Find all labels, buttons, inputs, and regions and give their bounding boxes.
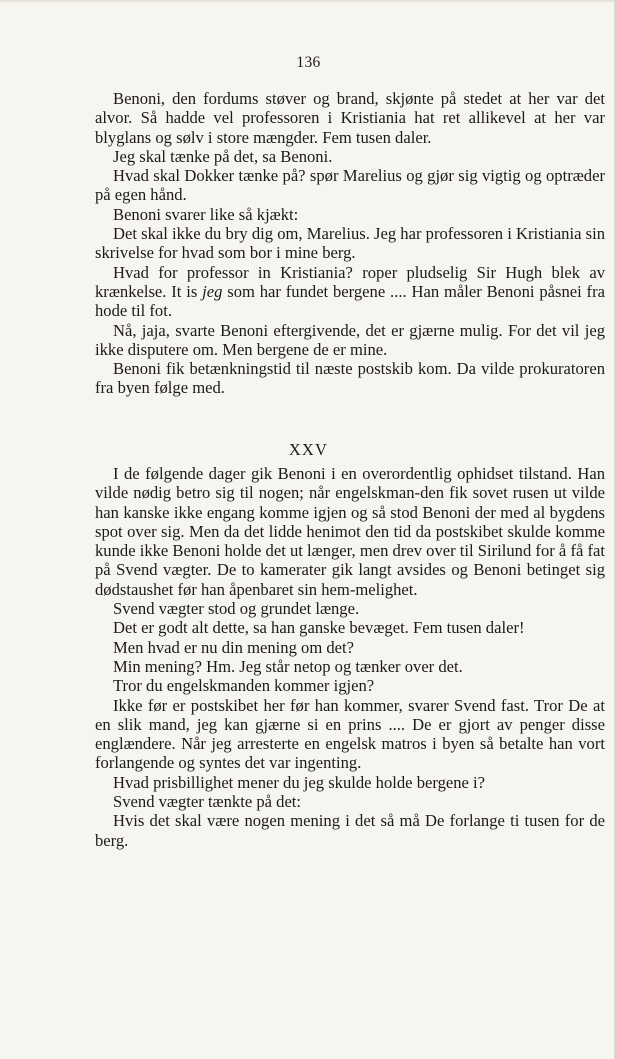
paragraph-with-emphasis xyxy=(95,263,605,321)
paragraph-text-tail: som har fundet bergene .... Han måler Benoni påsnei fra hode til fot. xyxy=(95,281,605,321)
paragraph: Benoni, den fordums støver og brand, skjønte på stedet at her var det alvor. Så hadde vel professoren i Kristiania hat ret allikevel at her var blyglans og sølv i store mængder. Fem tusen daler. xyxy=(95,89,605,147)
paragraph: Svend vægter stod og grundet længe. xyxy=(113,599,360,619)
paragraph: Min mening? Hm. Jeg står netop og tænker over det. xyxy=(113,656,463,676)
paragraph: Det skal ikke du bry dig om, Marelius. Jeg har professoren i Kristiania sin skrivelse for hvad som bor i mine berg. xyxy=(95,224,605,263)
paragraph: Hvis det skal være nogen mening i det så må De forlange ti tusen for de berg. xyxy=(95,811,605,850)
paragraph: Benoni fik betænkningstid til næste postskib kom. Da vilde prokuratoren fra byen følge med. xyxy=(95,359,605,398)
paragraph: Hvad prisbillighet mener du jeg skulde holde bergene i? xyxy=(113,772,486,792)
paragraph: Ikke før er postskibet her før han kommer, svarer Svend fast. Tror De at en slik mand, jeg kan gjærne si en prins .... De er gjort av penger disse englændere. Når jeg arresterte en engelsk matros i byen så betalte han vort forlangende og syntes det var ingenting. xyxy=(95,695,605,773)
paragraph: Benoni svarer like så kjækt: xyxy=(113,204,299,224)
paragraph: Men hvad er nu din mening om det? xyxy=(113,637,355,657)
paragraph: Det er godt alt dette, sa han ganske bevæget. Fem tusen daler! xyxy=(113,618,525,638)
paragraph: Tror du engelskmanden kommer igjen? xyxy=(113,676,375,696)
paragraph: Jeg skal tænke på det, sa Benoni. xyxy=(113,146,333,166)
paragraph: Hvad skal Dokker tænke på? spør Marelius og gjør sig vigtig og optræder på egen hånd. xyxy=(95,166,605,205)
paragraph-text: Hvad for professor in Kristiania? roper pludselig Sir Hugh blek av krænkelse. It is xyxy=(95,262,605,301)
paragraph: Svend vægter tænkte på det: xyxy=(113,792,302,812)
page-top-edge xyxy=(0,0,617,2)
emphasized-word: jeg xyxy=(202,281,223,301)
page-number: 136 xyxy=(296,54,321,71)
paragraph: Nå, jaja, svarte Benoni eftergivende, det er gjærne mulig. For det vil jeg ikke disputere om. Men bergene de er mine. xyxy=(95,320,605,359)
text-section-1 xyxy=(95,89,605,398)
chapter-heading: XXV xyxy=(288,440,329,459)
text-section-2 xyxy=(95,464,605,850)
paragraph: I de følgende dager gik Benoni i en overordentlig ophidset tilstand. Han vilde nødig betro sig til nogen; når engelskman-den fik sovet rusen ut vilde han kanske ikke engang komme igjen og så stod Benoni der med al bygdens spot over sig. Men da det lidde henimot den tid da postskibet skulde komme kunde ikke Benoni holde det ut længer, men drev over til Sirilund for å få fat på Svend vægter. De to kamerater gik langt avsides og Benoni betinget sig dødstaushet før han åpenbaret sin hem-melighet. xyxy=(95,464,605,599)
